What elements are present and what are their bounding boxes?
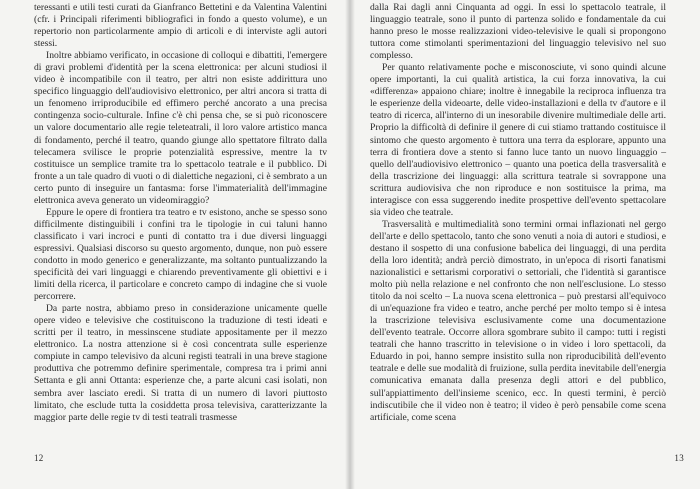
paragraph: Per quanto relativamente poche e misconosciute, vi sono quindi alcune opere importanti, la cui qualità artistica, la cui forza innovativa, la cui «differenza» appaiono chiare; inoltre è innegabile la reciproca influenza tra le esperienze della videoarte, delle video-installazioni e della tv d'autore e il teatro di ricerca, all'interno di un inesorabile divenire multimediale delle arti. Proprio la difficoltà di definire il genere di cui stiamo trattando costituisce il sintomo che questo argomento è tuttora una terra da esplorare, appunto una terra di frontiera dove a stento si fanno luce tanto un nuovo linguaggio – quello dell'audiovisivo elettronico – quanto una poetica della trasversalità e della trascrizione dei linguaggi: alla scrittura teatrale si sovrappone una scrittura audiovisiva che non riproduce e non sostituisce la prima, ma interagisce con essa suggerendo inedite prospettive dell'evento spettacolare sia video che teatrale. (370, 62, 666, 218)
page-number: 13 (674, 453, 684, 463)
left-page-body (34, 2, 327, 424)
paragraph: Trasversalità e multimedialità sono termini ormai inflazionati nel gergo dell'arte e dello spettacolo, tanto che sono venuti a noia di autori e studiosi, e destano il sospetto di una confusione babelica dei linguaggi, di una perdita della loro identità; andrà perciò dimostrato, in un'epoca di risorti fanatismi nazionalistici e settarismi corporativi o settoriali, che l'identità si garantisce molto più nella relazione e nel confronto che non nell'esclusione. Lo stesso titolo da noi scelto – La nuova scena elettronica – può prestarsi all'equivoco di un'equazione fra video e teatro, anche perché per molto tempo si è intesa la trascrizione televisiva esclusivamente come una documentazione dell'evento teatrale. Occorre allora sgombrare subito il campo: tutti i registi teatrali che hanno trascritto in televisione o in video i loro spettacoli, da Eduardo in poi, hanno sempre insistito sulla non riproducibilità dell'evento teatrale e delle sue modalità di fruizione, sulla perdita inevitabile dell'energia comunicativa emanata dalla presenza degli attori e del pubblico, sull'appiattimento dell'insieme scenico, ecc. In questi termini, è perciò indiscutibile che il video non è teatro; il video è però pensabile come scena artificiale, come scena (370, 218, 666, 423)
paragraph: Inoltre abbiamo verificato, in occasione di colloqui e dibattiti, l'emergere di gravi problemi d'identità per la scena elettronica: per alcuni studiosi il video è incompatibile con il teatro, per altri non esiste addirittura uno specifico linguaggio dell'audiovisivo elettronico, per altri ancora si tratta di un fenomeno irriproducibile ed effimero perché ancorato a una precisa contingenza socio-culturale. Infine c'è chi pensa che, se si può riconoscere un valore documentario alle regie teleteatrali, il loro valore artistico manca di fondamento, perché il teatro, quando giunge allo spettatore filtrato dalla telecamera svilisce le proprie potenzialità espressive, mentre la tv costituisce un semplice tramite tra lo spettacolo teatrale e il pubblico. Di fronte a un tale quadro di vuoti o di dialettiche negazioni, ci è sembrato a un certo punto di inseguire un fantasma: forse l'immaterialità dell'immagine elettronica aveva generato un videomiraggio? (34, 50, 327, 206)
paragraph: dalla Rai dagli anni Cinquanta ad oggi. In essi lo spettacolo teatrale, il linguaggio teatrale, sono il punto di partenza solido e fondamentale da cui hanno preso le mosse realizzazioni video-televisive le quali si propongono tuttora come stimolanti sperimentazioni del linguaggio televisivo nel suo complesso. (370, 2, 666, 62)
right-page-body (370, 2, 666, 424)
right-page (350, 0, 700, 489)
paragraph: Da parte nostra, abbiamo preso in considerazione unicamente quelle opere video e televisive che costituiscono la traduzione di testi ideati e scritti per il teatro, in messinscene studiate appositamente per il mezzo elettronico. La nostra attenzione si è così concentrata sulle esperienze compiute in campo televisivo da alcuni registi teatrali in una breve stagione produttiva che potremmo definire sperimentale, compresa tra i primi anni Settanta e gli anni Ottanta: esperienze che, a parte alcuni casi isolati, non sembra aver lasciato eredi. Si tratta di un numero di lavori piuttosto limitato, che esclude tutta la cosiddetta prosa televisiva, caratterizzante la maggior parte delle regie tv di testi teatrali trasmesse (34, 303, 327, 423)
page-number: 12 (34, 453, 44, 463)
paragraph: teressanti e utili testi curati da Gianfranco Bettetini e da Valentina Valentini (cfr. i Principali riferimenti bibliografici in fondo a questo volume), e un repertorio non particolarmente ampio di articoli e di interviste agli autori stessi. (34, 2, 327, 50)
paragraph: Eppure le opere di frontiera tra teatro e tv esistono, anche se spesso sono difficilmente distinguibili i confini tra le tipologie in cui taluni hanno classificato i vari incroci e punti di contatto tra i due diversi linguaggi espressivi. Qualsiasi discorso su questo argomento, dunque, non può essere condotto in modo generico e generalizzante, ma soltanto puntualizzando la specificità dei vari linguaggi e chiarendo preventivamente gli obiettivi e i limiti della ricerca, il particolare e concreto campo di indagine che si vuole percorrere. (34, 206, 327, 303)
book-gutter (345, 0, 355, 489)
